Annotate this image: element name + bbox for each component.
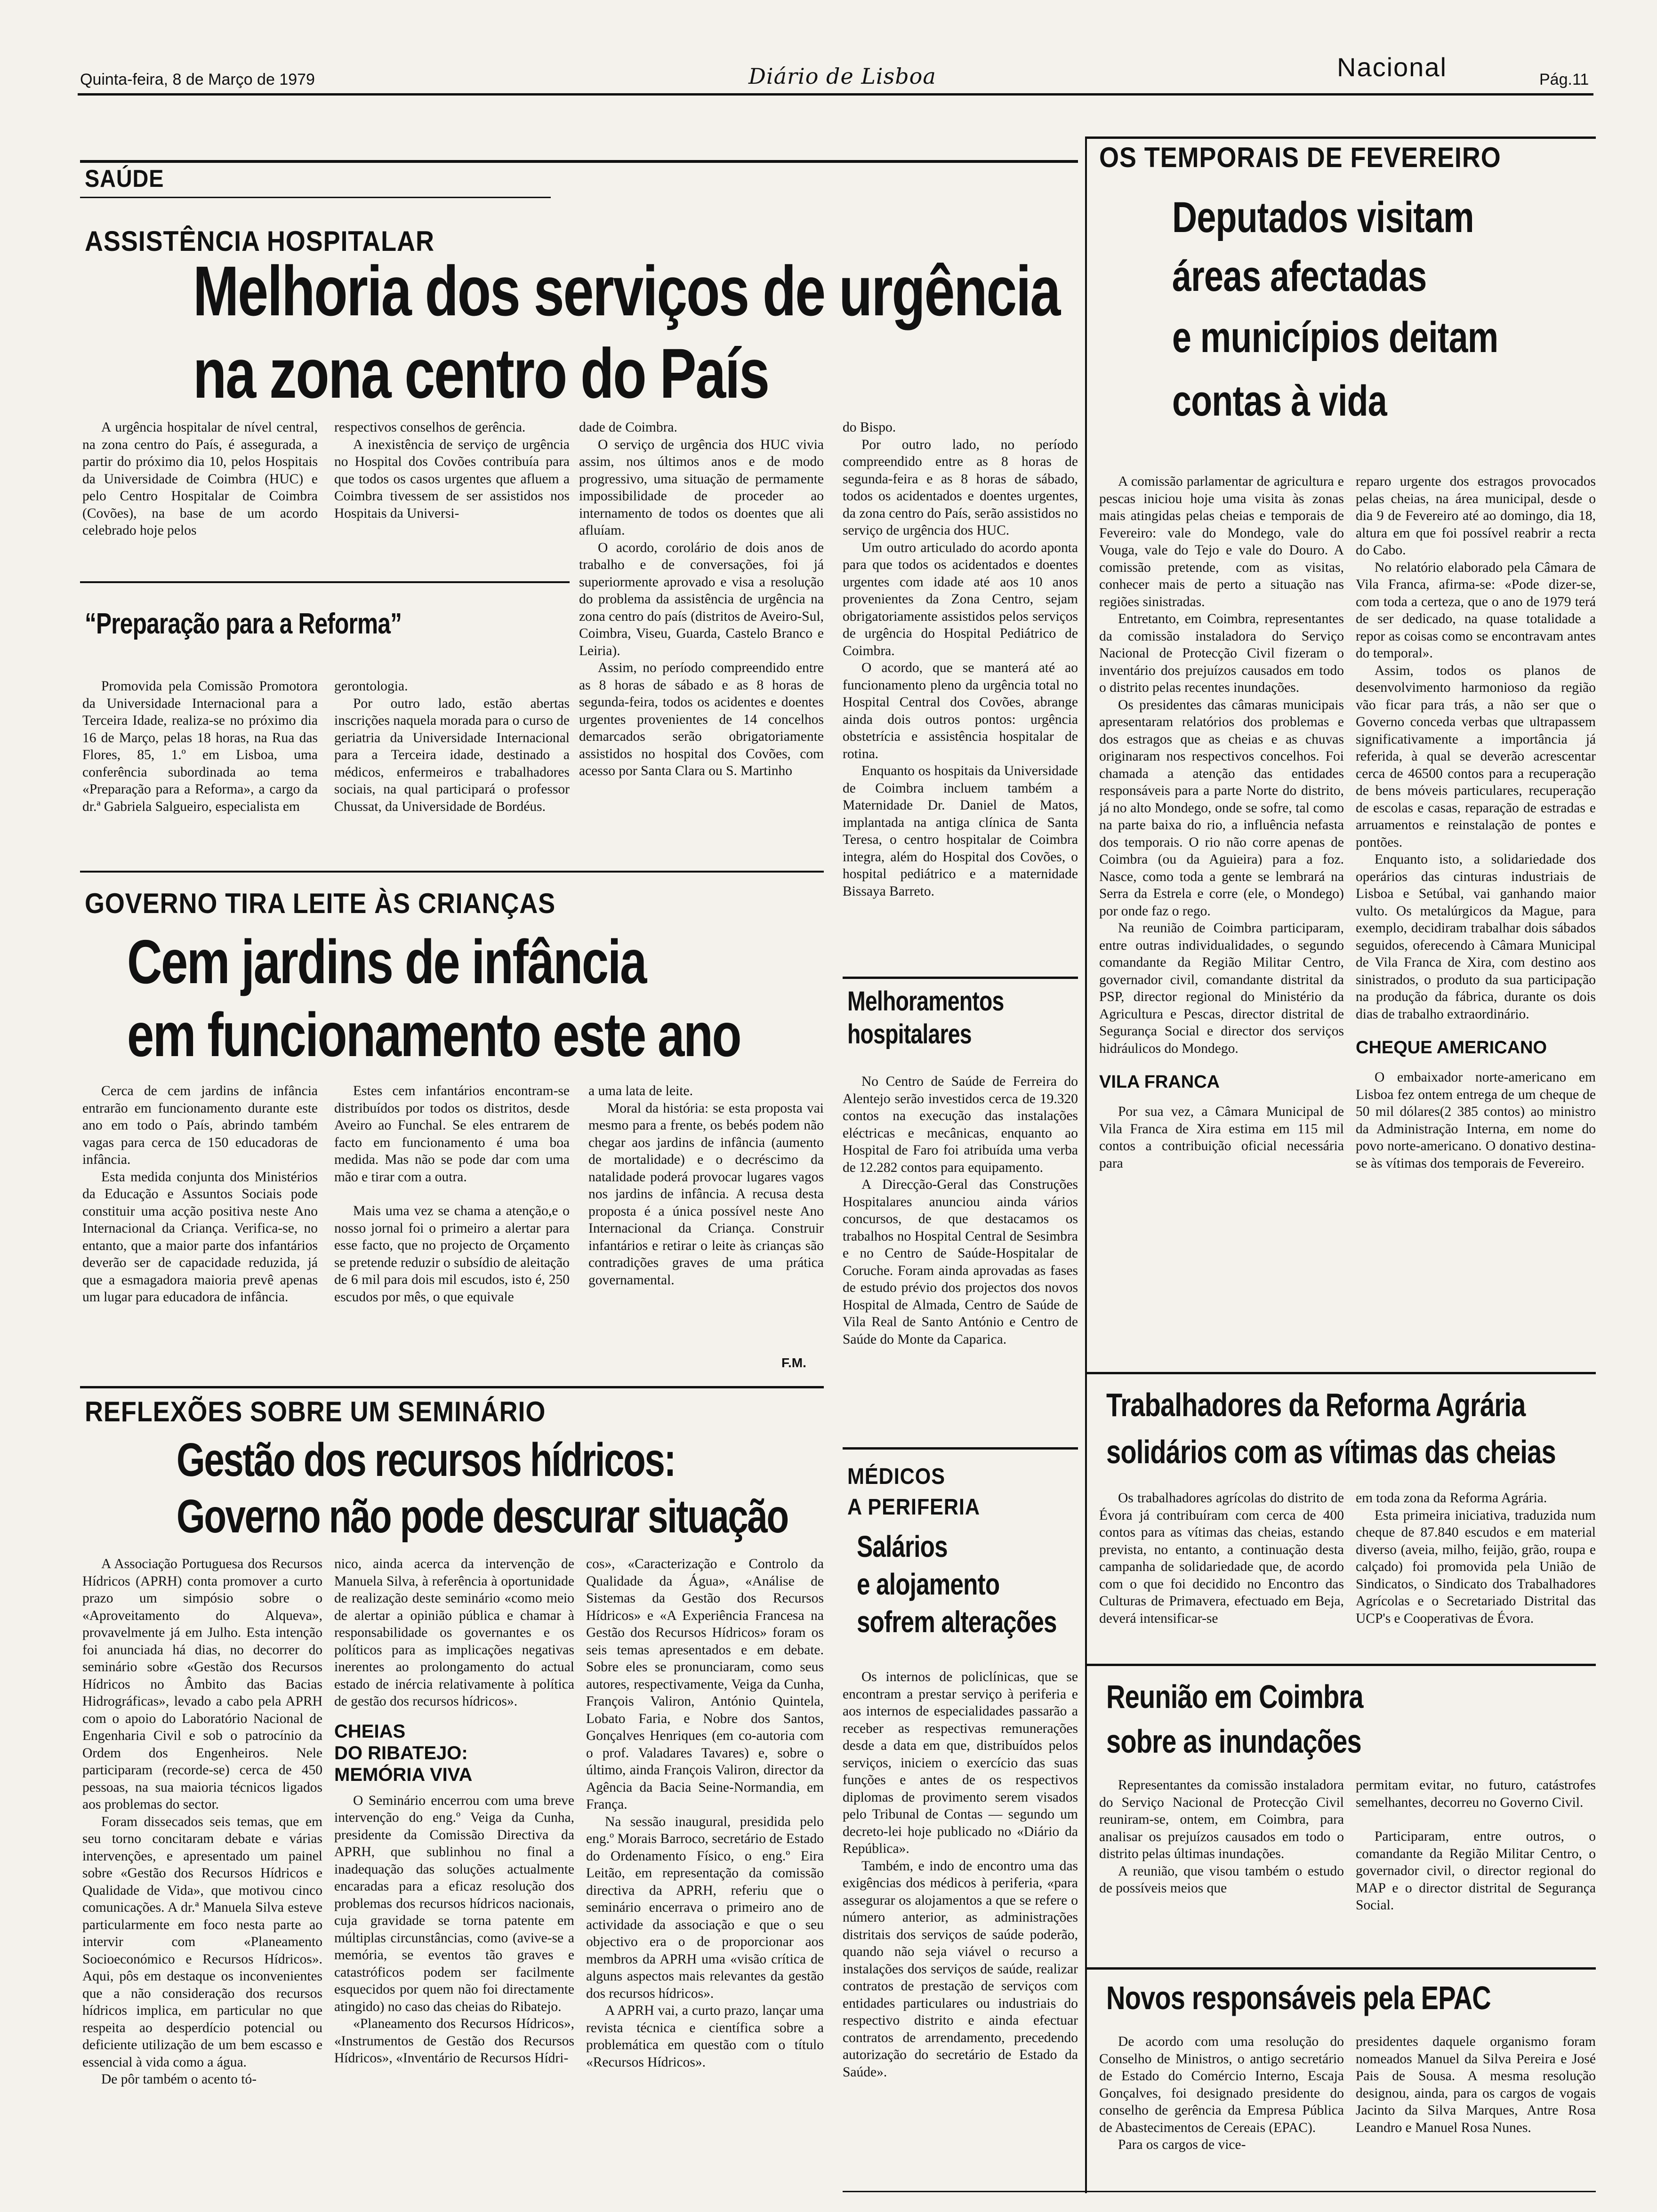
reuniao-headline-2: sobre as inundações	[1106, 1723, 1361, 1760]
medicos-headline-2: e alojamento	[857, 1567, 1000, 1601]
temporais-top-rule	[1085, 136, 1596, 139]
right-block-divider	[1085, 136, 1087, 2193]
reforma-agraria-headline-1: Trabalhadores da Reforma Agrária	[1106, 1387, 1526, 1423]
temporais-headline-4: contas à vida	[1172, 377, 1387, 425]
reforma-column-2: gerontologia. Por outro lado, estão abertas inscrições naquela morada para o curso de geriatria da Universidade Internacional para a Terceira idade, destinado a médicos, enfermeiros e trabalhadores sociais, na qual participará o professor Chussat, da Universidade de Bordéus.	[334, 679, 570, 814]
temporais-column-1: A comissão parlamentar de agricultura e pescas iniciou hoje uma visita às zonas mais atingidas pelas cheias e temporais de Fevereiro: vale do Mondego, vale do Vouga, vale do Tejo e vale do Douro. A comissão pretende, com as visitas, conhecer mais de perto a situação nas regiões sinistradas. Entretanto, em Coimbra, representantes da comissão instaladora do Serviço Nacional de Protecção Civil fizeram o inventário dos prejuízos causados em todo o distrito pelas recentes inundações. Os presidentes das câmaras municipais apresentaram relatórios dos problemas e dos estragos que as cheias e as chuvas originaram nos respectivos concelhos. Foi chamada a atenção das entidades responsáveis para a parte Norte do distrito, já no alto Mondego, onde se sofre, tal como na parte baixa do rio, a influência nefasta dos temporais. O rio não corre apenas de Coimbra (ou da Aguieira) para a foz. Nasce, como toda a gente se lembrará na Serra da Estrela e corre (ele, o Mondego) por onde faz o rego. Na reunião de Coimbra participaram, entre outras individualidades, o segundo comandante da Região Militar Centro, governador civil, comandante distrital da PSP, director regional do Ministério da Agricultura e Pescas, director distrital de Segurança Social e director dos serviços hidráulicos do Mondego. VILA FRANCA Por sua vez, a Câmara Municipal de Vila Franca de Xira estima em 115 mil contos a contribuição oficial necessária para	[1099, 474, 1344, 1171]
hidricos-column-2: nico, ainda acerca da intervenção de Manuela Silva, à referência à oportunidade de realização deste seminário «como meio de alertar a opinião pública e chamar à responsabilidade os governantes e os políticos para as implicações negativas inerentes ao prolongamento do actual estado de inércia relativamente à política de gestão dos recursos hídricos». CHEIAS DO RIBATEJO: MEMÓRIA VIVA O Seminário encerrou com uma breve intervenção do eng.º Veiga da Cunha, presidente da Comissão Directiva da APRH, que sublinhou no final a inadequação das soluções actualmente encaradas para a eficaz resolução dos problemas dos recursos hídricos nacionais, cuja gravidade se torna patente em múltiplas circunstâncias, como (avive-se a memória, se eventos tão graves e catastróficos podem ser facilmente esquecidos por quem não foi directamente atingido) no caso das cheias do Ribatejo. «Planeamento dos Recursos Hídricos», «Instrumentos de Gestão dos Recursos Hídricos», «Inventário de Recursos Hídri-	[334, 1556, 574, 2066]
hidricos-kicker: REFLEXÕES SOBRE UM SEMINÁRIO	[85, 1396, 546, 1427]
epac-column-1: De acordo com uma resolução do Conselho de Ministros, o antigo secretário de Estado do Comércio Interno, Escaja Gonçalves, foi designado presidente do conselho de gerência da Empresa Pública de Abastecimentos de Cereais (EPAC). Para os cargos de vice-	[1099, 2034, 1344, 2152]
melhoramentos-headline-1: Melhoramentos	[847, 986, 1004, 1017]
leite-kicker: GOVERNO TIRA LEITE ÀS CRIANÇAS	[85, 888, 556, 919]
leite-headline-1: Cem jardins de infância	[127, 927, 646, 996]
medicos-headline-3: sofrem alterações	[857, 1605, 1057, 1639]
section-name: Nacional	[1337, 52, 1447, 82]
temporais-headline-1: Deputados visitam	[1172, 193, 1474, 241]
page-number: Pág.11	[1539, 71, 1589, 88]
leite-top-rule	[80, 871, 824, 873]
hidricos-column-1: A Associação Portuguesa dos Recursos Hídricos (APRH) conta promover a curto prazo um simpósio sobre o «Aproveitamento do Alqueva», provavelmente já em Julho. Esta intenção foi anunciada há dias, no decorrer do seminário sobre «Gestão dos Recursos Hídricos no Âmbito das Bacias Hidrográficas», levado a cabo pela APRH com o apoio do Laboratório Nacional de Engenharia Civil e sob o patrocínio da Ordem dos Engenheiros. Nele participaram (recorde-se) cerca de 450 pessoas, na sua maioria técnicos ligados aos problemas do sector. Foram dissecados seis temas, que em seu torno concitaram debate e várias intervenções, e apresentado um painel sobre «Gestão dos Recursos Hídricos e Qualidade de Vida», que motivou cinco comunicações. A dr.ª Manuela Silva esteve particularmente em foco nesta parte ao intervir com «Planeamento Socioeconómico e Recursos Hídricos». Aqui, pôs em destaque os inconvenientes que a não consideração dos recursos hídricos implica, em particular no que respeita ao desperdício potencial ou deficiente utilização de um bem escasso e essencial à vida como a água. De pôr também o acento tó-	[82, 1556, 322, 2087]
saude-kicker: ASSISTÊNCIA HOSPITALAR	[85, 225, 434, 257]
hidricos-column-3: cos», «Caracterização e Controlo da Qualidade da Água», «Análise de Sistemas da Gestão dos Recursos Hídricos» e «A Experiência Francesa na Gestão dos Recursos Hídricos» foram os seis temas apresentados e em debate. Sobre eles se pronunciaram, como seus autores, respectivamente, Veiga da Cunha, François Valiron, António Quintela, Lobato Faria, e Nobre dos Santos, Gonçalves Henriques (em co-autoria com o prof. Valadares Tavares) e, sobre o último, ainda François Valiron, director da Agência da Bacia Seine-Normandia, em França. Na sessão inaugural, presidida pelo eng.º Morais Barroco, secretário de Estado do Ordenamento Físico, o eng.º Eira Leitão, em representação da comissão directiva da APRH, referiu que o seminário encerrava o primeiro ano de actividade da associação e que o seu objectivo era o de proporcionar aos membros da APRH uma «visão crítica de alguns aspectos mais relevantes da gestão dos recursos hídricos». A APRH vai, a curto prazo, lançar uma revista técnica e científica sobre a problemática em questão com o título «Recursos Hídricos».	[586, 1556, 824, 2070]
saude-headline-2: na zona centro do País	[193, 334, 769, 413]
saude-column-1: A urgência hospitalar de nível central, na zona centro do País, é assegurada, a partir do próximo dia 10, pelos Hospitais da Universidade de Coimbra (HUC) e pelo Centro Hospitalar de Coimbra (Covões), na base de um acordo celebrado hoje pelos	[82, 420, 318, 538]
saude-top-rule	[80, 160, 1078, 163]
saude-section-label: SAÚDE	[85, 165, 164, 192]
reuniao-column-2: permitam evitar, no futuro, catástrofes semelhantes, decorreu no Governo Civil. Participaram, entre outros, o comandante da Região Militar Centro, o governador civil, o director regional do MAP e o director distrital de Segurança Social.	[1356, 1778, 1596, 1913]
leite-column-2: Estes cem infantários encontram-se distribuídos por todos os distritos, desde Aveiro ao Funchal. Se eles entrarem de facto em funcionamento é uma boa medida. Mas não se pode dar com uma mão e tirar com a outra. Mais uma vez se chama a atenção,e o nosso jornal foi o primeiro a alertar para esse facto, que no projecto de Orçamento se pretende reduzir o subsídio de aleitação de 6 mil para dois mil escudos, isto é, 250 escudos por mês, o que equivale	[334, 1083, 570, 1305]
saude-column-2: respectivos conselhos de gerência. A inexistência de serviço de urgência no Hospital dos Covões contribuía para que todos os casos urgentes que afluem a Coimbra tivessem de ser assistidos nos Hospitais da Universi-	[334, 420, 570, 521]
leite-column-1: Cerca de cem jardins de infância entrarão em funcionamento durante este ano em todo o País, abrindo também vagas para cerca de 150 educadoras de infância. Esta medida conjunta dos Ministérios da Educação e Assuntos Sociais pode constituir uma acção positiva neste Ano Internacional da Criança. Verifica-se, no entanto, que a maior parte dos infantários deverão ser de capacidade reduzida, já que a esmagadora maioria prevê apenas um lugar para educadora de infância.	[82, 1083, 318, 1305]
reforma-agraria-column-1: Os trabalhadores agrícolas do distrito de Évora já contribuíram com cerca de 400 contos para as vítimas das cheias, estando prevista, no entanto, a continuação desta campanha de solidariedade que, de acordo com o que foi decidido no Encontro das Culturas de Primavera, efectuado em Beja, deverá intensificar-se	[1099, 1491, 1344, 1626]
hidricos-headline-2: Governo não pode descurar situação	[177, 1490, 788, 1543]
vila-franca-label: VILA FRANCA	[1099, 1072, 1220, 1092]
cheias-subhead: CHEIAS DO RIBATEJO: MEMÓRIA VIVA	[334, 1721, 473, 1785]
melhoramentos-column: No Centro de Saúde de Ferreira do Alentejo serão investidos cerca de 19.320 contos na execução das instalações eléctricas e mecânicas, enquanto ao Hospital de Faro foi atribuída uma verba de 12.282 contos para equipamento. A Direcção-Geral das Construções Hospitalares anunciou ainda vários concursos, de que destacamos os trabalhos no Hospital Central de Sesimbra e no Centro de Saúde-Hospitalar de Coruche. Foram ainda aprovadas as fases de estudo prévio dos projectos dos novos Hospital de Almada, Centro de Saúde de Vila Real de Santo António e Centro de Saúde do Monte da Caparica.	[843, 1074, 1078, 1347]
reforma-agraria-column-2: em toda zona da Reforma Agrária. Esta primeira iniciativa, traduzida num cheque de 87.840 escudos e em material diverso (aveia, milho, feijão, grão, roupa e calçado) foi promovida pela União de Sindicatos, o Sindicato dos Trabalhadores Agrícolas e o Secretariado Distrital das UCP's e Cooperativas de Évora.	[1356, 1491, 1596, 1626]
temporais-column-2: reparo urgente dos estragos provocados pelas cheias, na área municipal, desde o dia 9 de Fevereiro até ao domingo, dia 18, altura em que foi possível reabrir a recta do Cabo. No relatório elaborado pela Câmara de Vila Franca, afirma-se: «Pode dizer-se, com toda a certeza, que o ano de 1979 terá de ser dedicado, na quase totalidade a repor as coisas como se encontravam antes do temporal». Assim, todos os planos de desenvolvimento harmonioso da região vão ficar para trás, a não ser que o Governo conceda verbas que ultrapassem significativamente a importância já referida, à qual se deverão acrescentar cerca de 46500 contos para a recuperação de bens móveis particulares, recuperação de escolas e casas, reparação de estradas e arruamentos e reinstalação de pontes e pontões. Enquanto isto, a solidariedade dos operários das cinturas industriais de Lisboa e Setúbal, vai ganhando maior vulto. Os metalúrgicos da Mague, para exemplo, decidiram trabalhar dois sábados seguidos, oferecendo à Câmara Municipal de Vila Franca de Xira, com destino aos sinistrados, o produto da sua participação na produção da fábrica, durante os dois dias de trabalho extraordinário. CHEQUE AMERICANO O embaixador norte-americano em Lisboa fez ontem entrega de um cheque de 50 mil dólares(2 385 contos) ao ministro da Administração Interna, em nome do povo norte-americano. O donativo destina-se às vítimas dos temporais de Fevereiro.	[1356, 474, 1596, 1171]
reforma-agraria-headline-2: solidários com as vítimas das cheias	[1106, 1434, 1556, 1470]
saude-column-4: do Bispo. Por outro lado, no período compreendido entre as 8 horas de segunda-feira e as 8 horas de sábado, todos os acidentados e doentes urgentes, da zona centro do País, serão assistidos no serviço de urgência dos HUC. Um outro articulado do acordo aponta para que todos os acidentados e doentes urgentes com idade até aos 10 anos provenientes da Zona Centro, sejam obrigatoriamente assistidos pelos serviços de urgência do Hospital Pediátrico de Coimbra. O acordo, que se manterá até ao funcionamento pleno da urgência total no Hospital Central dos Covões, abrange ainda dois outros pontos: urgência obstetrícia e assistência hospitalar de rotina. Enquanto os hospitais da Universidade de Coimbra incluem também a Maternidade Dr. Daniel de Matos, implantada na antiga clínica de Santa Teresa, o centro hospitalar de Coimbra integra, além do Hospital dos Covões, o hospital pediátrico e a maternidade Bissaya Barreto.	[843, 420, 1078, 899]
leite-signature: F.M.	[781, 1355, 806, 1370]
leite-column-3: a uma lata de leite. Moral da história: se esta proposta vai mesmo para a frente, os bebés podem não chegar aos jardins de infância (aumento de mortalidade) e o decréscimo da natalidade poderá provocar lugares vagos nos jardins de infância. A recusa desta proposta é a única possível neste Ano Internacional da Criança. Construir infantários e retirar o leite às crianças são contradições graves de uma prática governamental.	[588, 1083, 824, 1288]
epac-column-2: presidentes daquele organismo foram nomeados Manuel da Silva Pereira e José Pais de Sousa. A mesma resolução designou, ainda, para os cargos de vogais Jacinto da Silva Marques, Antre Rosa Leandro e Manuel Rosa Nunes.	[1356, 2034, 1596, 2135]
reforma-headline: “Preparação para a Reforma”	[85, 608, 402, 640]
temporais-headline-2: áreas afectadas	[1172, 252, 1427, 300]
newspaper-logo: Diário de Lisboa	[748, 64, 936, 89]
melhoramentos-headline-2: hospitalares	[847, 1019, 972, 1050]
cheque-americano-label: CHEQUE AMERICANO	[1356, 1038, 1547, 1058]
reuniao-headline-1: Reunião em Coimbra	[1106, 1678, 1363, 1715]
saude-column-3: dade de Coimbra. O serviço de urgência dos HUC vivia assim, nos últimos anos e de modo progressivo, uma situação de permamente impossibilidade de proceder ao internamento de todos os doentes que ali afluíam. O acordo, corolário de dois anos de trabalho e de conversações, foi já superiormente aprovado e visa a resolução do problema da assistência de urgência na zona centro do país (distritos de Aveiro-Sul, Coimbra, Viseu, Guarda, Castelo Branco e Leiria). Assim, no período compreendido entre as 8 horas de sábado e as 8 horas de segunda-feira, todos os acidentes e doentes urgentes provenientes de 14 concelhos demarcados serão obrigatoriamente assistidos no hospital dos Covões, com acesso por Santa Clara ou S. Martinho	[579, 420, 824, 778]
medicos-kicker-1: MÉDICOS	[847, 1464, 945, 1489]
hidricos-headline-1: Gestão dos recursos hídricos:	[177, 1434, 676, 1486]
medicos-kicker-2: A PERIFERIA	[847, 1495, 980, 1520]
reforma-column-1: Promovida pela Comissão Promotora da Universidade Internacional para a Terceira Idade, realiza-se no próximo dia 16 de Março, pelas 18 horas, na Rua das Flores, 85, 1.º em Lisboa, uma conferência subordinada ao tema «Preparação para a Reforma», a cargo da dr.ª Gabriela Salgueiro, especialista em	[82, 679, 318, 814]
temporais-headline-3: e municípios deitam	[1172, 313, 1498, 361]
medicos-headline-1: Salários	[857, 1530, 948, 1563]
epac-top-rule	[1085, 1967, 1596, 1970]
saude-headline-1: Melhoria dos serviços de urgência	[193, 251, 1060, 330]
masthead-rule	[78, 93, 1593, 96]
melhoramentos-top-rule	[843, 977, 1078, 979]
epac-headline: Novos responsáveis pela EPAC	[1106, 1980, 1491, 2016]
reforma-top-rule	[80, 581, 570, 583]
reuniao-top-rule	[1085, 1664, 1596, 1666]
saude-label-rule	[80, 197, 551, 198]
leite-headline-2: em funcionamento este ano	[127, 1000, 741, 1069]
hidricos-top-rule	[80, 1386, 824, 1388]
issue-date: Quinta-feira, 8 de Março de 1979	[80, 71, 315, 88]
medicos-column: Os internos de policlínicas, que se encontram a prestar serviço à periferia e aos internos de especialidades passarão a receber as respectivas remunerações desde a data em que, distribuídos pelos serviços, iniciem o exercício das suas funções e antes de os respectivos diplomas de provimento serem visados pelo Tribunal de Contas — segundo um decreto-lei hoje publicado no «Diário da República». Também, e indo de encontro uma das exigências dos médicos à periferia, «para assegurar os alojamentos a que se refere o número anterior, as administrações distritais dos serviços de saúde poderão, quando não seja viável o recurso a instalações dos serviços de saúde, realizar contratos de prestação de serviços com entidades particulares ou industriais do respectivo distrito e ainda efectuar contratos de arrendamento, precedendo autorização do secretário de Estado da Saúde».	[843, 1669, 1078, 2080]
temporais-kicker: OS TEMPORAIS DE FEVEREIRO	[1099, 142, 1501, 173]
bottom-rule	[843, 2191, 1596, 2192]
medicos-top-rule	[843, 1447, 1078, 1450]
reforma-agraria-top-rule	[1085, 1372, 1596, 1374]
reuniao-column-1: Representantes da comissão instaladora do Serviço Nacional de Protecção Civil reuniram-se, ontem, em Coimbra, para analisar os prejuízos causados em todo o distrito pelas últimas inundações. A reunião, que visou também o estudo de possíveis meios que	[1099, 1778, 1344, 1896]
